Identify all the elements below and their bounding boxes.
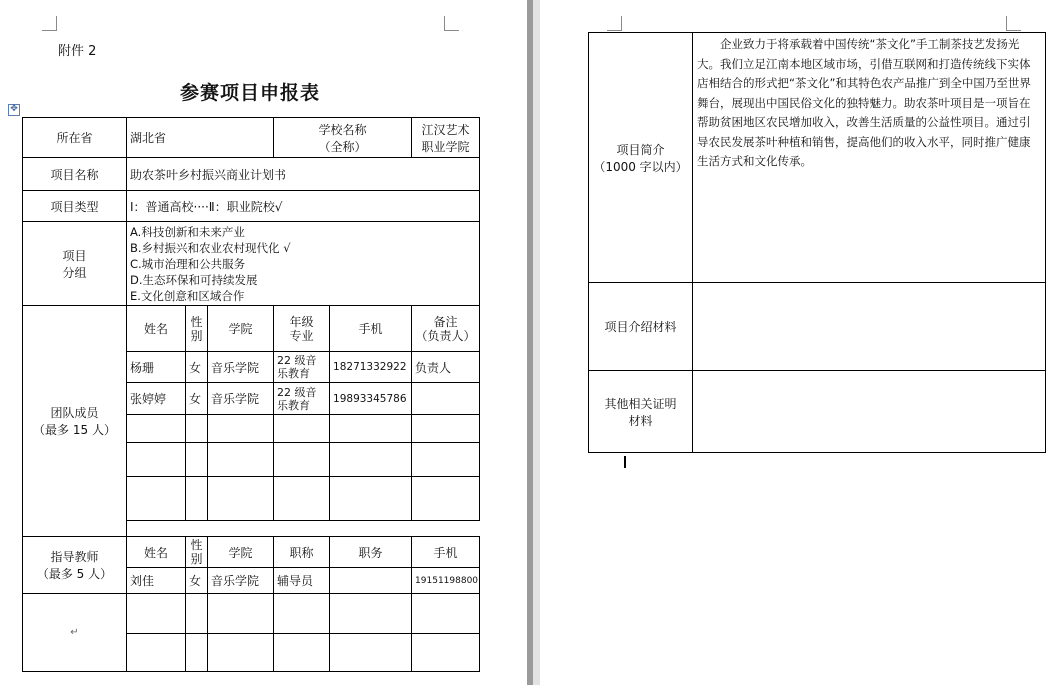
teacher-extra-cell[interactable]: ↵ (23, 594, 127, 672)
empty-cell[interactable] (412, 594, 480, 634)
intro-materials-row (589, 283, 1046, 371)
group-option[interactable]: D.生态环保和可持续发展 (130, 272, 258, 287)
teacher-title[interactable]: 辅导员 (274, 568, 330, 594)
teacher-gender[interactable]: 女 (186, 568, 208, 594)
crop-mark (607, 16, 622, 31)
member-name[interactable]: 杨珊 (127, 352, 186, 383)
empty-cell[interactable] (274, 443, 330, 477)
empty-cell[interactable] (186, 594, 208, 634)
empty-cell[interactable] (274, 415, 330, 443)
empty-cell[interactable] (274, 634, 330, 672)
t-col-phone: 手机 (412, 537, 480, 568)
team-header-row (23, 306, 480, 352)
member-phone[interactable]: 18271332922 (330, 352, 412, 383)
project-name-row (23, 158, 480, 191)
empty-cell[interactable] (412, 634, 480, 672)
empty-cell[interactable] (330, 443, 412, 477)
group-option[interactable]: A.科技创新和未来产业 (130, 224, 245, 239)
member-name[interactable]: 张婷婷 (127, 383, 186, 415)
member-note[interactable]: 负责人 (412, 352, 480, 383)
empty-cell[interactable] (330, 634, 412, 672)
empty-cell[interactable] (186, 415, 208, 443)
intro-materials-value[interactable] (693, 283, 1046, 371)
other-materials-row (589, 371, 1046, 453)
teacher-label: 指导教师 （最多 5 人） (23, 537, 127, 594)
empty-cell[interactable] (208, 477, 274, 521)
empty-cell[interactable] (186, 634, 208, 672)
empty-cell[interactable] (330, 415, 412, 443)
province-row (23, 118, 480, 158)
annex-label: 附件 2 (58, 44, 97, 59)
application-table (22, 117, 480, 672)
teacher-college[interactable]: 音乐学院 (208, 568, 274, 594)
project-type-label: 项目类型 (23, 191, 127, 222)
empty-cell[interactable] (127, 594, 186, 634)
empty-cell[interactable] (208, 415, 274, 443)
teacher-phone[interactable]: 19151198800 (412, 568, 480, 594)
crop-mark (1006, 16, 1021, 31)
col-gender: 性别 (186, 306, 208, 352)
t-col-title: 职称 (274, 537, 330, 568)
empty-cell[interactable] (412, 415, 480, 443)
member-gender[interactable]: 女 (186, 352, 208, 383)
empty-cell[interactable] (127, 477, 186, 521)
member-grade[interactable]: 22 级音乐教育 (274, 352, 330, 383)
col-phone: 手机 (330, 306, 412, 352)
summary-row (589, 33, 1046, 283)
team-label: 团队成员 （最多 15 人） (23, 306, 127, 537)
empty-cell[interactable] (274, 594, 330, 634)
t-col-name: 姓名 (127, 537, 186, 568)
project-name-value[interactable]: 助农茶叶乡村振兴商业计划书 (127, 158, 480, 191)
school-value[interactable]: 江汉艺术 职业学院 (412, 118, 480, 158)
empty-cell[interactable] (186, 443, 208, 477)
empty-cell[interactable] (127, 634, 186, 672)
t-col-gender: 性别 (186, 537, 208, 568)
intro-materials-label: 项目介绍材料 (589, 283, 693, 371)
t-col-position: 职务 (330, 537, 412, 568)
group-option[interactable]: C.城市治理和公共服务 (130, 256, 246, 271)
project-name-label: 项目名称 (23, 158, 127, 191)
crop-mark (444, 16, 459, 31)
teacher-position[interactable] (330, 568, 412, 594)
empty-cell[interactable] (330, 594, 412, 634)
spacer-cell (127, 521, 480, 537)
project-type-value[interactable]: Ⅰ：普通高校····Ⅱ：职业院校√ (127, 191, 480, 222)
teacher-empty-row (23, 594, 480, 634)
col-note: 备注 （负责人） (412, 306, 480, 352)
summary-label: 项目简介 （1000 字以内） (589, 33, 693, 283)
other-materials-value[interactable] (693, 371, 1046, 453)
province-label: 所在省 (23, 118, 127, 158)
project-type-row (23, 191, 480, 222)
document-page-left (0, 0, 527, 685)
empty-cell[interactable] (274, 477, 330, 521)
empty-cell[interactable] (208, 443, 274, 477)
member-grade[interactable]: 22 级音乐教育 (274, 383, 330, 415)
table-move-handle-icon[interactable]: ✥ (8, 104, 20, 116)
member-phone[interactable]: 19893345786 (330, 383, 412, 415)
teacher-name[interactable]: 刘佳 (127, 568, 186, 594)
teacher-header-row (23, 537, 480, 568)
school-label: 学校名称 （全称） (274, 118, 412, 158)
empty-cell[interactable] (412, 443, 480, 477)
text-cursor (624, 456, 626, 468)
member-college[interactable]: 音乐学院 (208, 383, 274, 415)
group-option[interactable]: B.乡村振兴和农业农村现代化 √ (130, 240, 291, 255)
empty-cell[interactable] (208, 594, 274, 634)
empty-cell[interactable] (186, 477, 208, 521)
project-group-label: 项目 分组 (23, 222, 127, 306)
summary-text[interactable]: 企业致力于将承载着中国传统“茶文化”手工制茶技艺发扬光大。我们立足江南本地区域市场，引借互联网和打造传统线下实体店相结合的形式把“茶文化”和其特色农产品推广到全中国乃至世界舞台，展现出中国民俗文化的独特魅力。助农茶叶项目是一项旨在帮助贫困地区农民增加收入，改善生活质量的公益性项目。通过引导农民发展茶叶种植和销售，提高他们的收入水平，同时推广健康生活方式和文化传承。 (693, 33, 1046, 283)
crop-mark (42, 16, 57, 31)
other-materials-label: 其他相关证明 材料 (589, 371, 693, 453)
page-gutter (527, 0, 540, 685)
col-grade: 年级 专业 (274, 306, 330, 352)
col-name: 姓名 (127, 306, 186, 352)
empty-cell[interactable] (127, 443, 186, 477)
empty-cell[interactable] (127, 415, 186, 443)
member-college[interactable]: 音乐学院 (208, 352, 274, 383)
summary-table (588, 32, 1046, 453)
member-gender[interactable]: 女 (186, 383, 208, 415)
col-college: 学院 (208, 306, 274, 352)
page-title: 参赛项目申报表 (180, 82, 321, 104)
empty-cell[interactable] (330, 477, 412, 521)
empty-cell[interactable] (412, 477, 480, 521)
member-note[interactable] (412, 383, 480, 415)
province-value[interactable]: 湖北省 (127, 118, 274, 158)
t-col-college: 学院 (208, 537, 274, 568)
project-group-row (23, 222, 480, 306)
group-option[interactable]: E.文化创意和区域合作 (130, 288, 245, 303)
empty-cell[interactable] (208, 634, 274, 672)
project-group-options[interactable] (127, 222, 480, 306)
